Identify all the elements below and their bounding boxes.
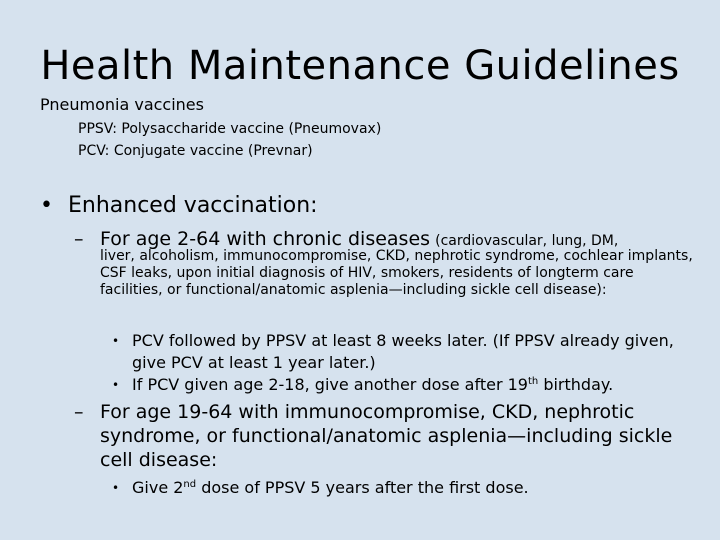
bullet-marker: • bbox=[40, 193, 53, 218]
sub3-text: Give 2 bbox=[132, 478, 184, 497]
sub-bullet-pcv-age bbox=[112, 374, 702, 396]
main-bullet bbox=[40, 193, 318, 218]
sub2-sup: th bbox=[527, 376, 539, 387]
slide-subtitle: Pneumonia vaccines bbox=[40, 95, 204, 114]
definition-pcv: PCV: Conjugate vaccine (Prevnar) bbox=[78, 143, 313, 159]
sub2-text: If PCV given age 2-18, give another dose after 19 bbox=[132, 375, 528, 394]
sub-bullet-second-dose bbox=[112, 477, 702, 499]
item2-text: For age 19-64 with immunocompromise, CKD, nephrotic syndrome, or functional/anatomic asplenia—including sickle cell disease: bbox=[100, 401, 673, 471]
sub3-sup: nd bbox=[183, 479, 197, 490]
sub-bullet-pcv-ppsv bbox=[112, 330, 702, 374]
sub3-after: dose of PPSV 5 years after the first dose. bbox=[196, 478, 529, 497]
dash-item-chronic bbox=[74, 228, 694, 299]
sub-bullet-marker: • bbox=[112, 481, 120, 495]
sub-bullet-text: PCV followed by PPSV at least 8 weeks later. (If PPSV already given, give PCV at least 1 year later.) bbox=[132, 331, 674, 372]
item1-rest: liver, alcoholism, immunocompromise, CKD, nephrotic syndrome, cochlear implants, CSF leaks, upon initial diagnosis of HIV, smokers, residents of longterm care facilities, or functional/anatomic asplenia—including sickle cell disease): bbox=[100, 248, 693, 298]
dash-item-immuno bbox=[74, 400, 694, 472]
slide-title: Health Maintenance Guidelines bbox=[40, 43, 680, 89]
main-bullet-text: Enhanced vaccination: bbox=[68, 193, 318, 218]
sub2-after: birthday. bbox=[538, 375, 614, 394]
definition-ppsv: PPSV: Polysaccharide vaccine (Pneumovax) bbox=[78, 121, 382, 137]
dash-marker: – bbox=[74, 401, 84, 423]
item1-lead: For age 2-64 with chronic diseases bbox=[100, 228, 431, 250]
sub-bullet-marker: • bbox=[112, 334, 120, 348]
item1-paren-start: (cardiovascular, lung, DM, bbox=[435, 233, 619, 249]
sub-bullet-marker: • bbox=[112, 378, 120, 392]
dash-marker: – bbox=[74, 228, 84, 250]
